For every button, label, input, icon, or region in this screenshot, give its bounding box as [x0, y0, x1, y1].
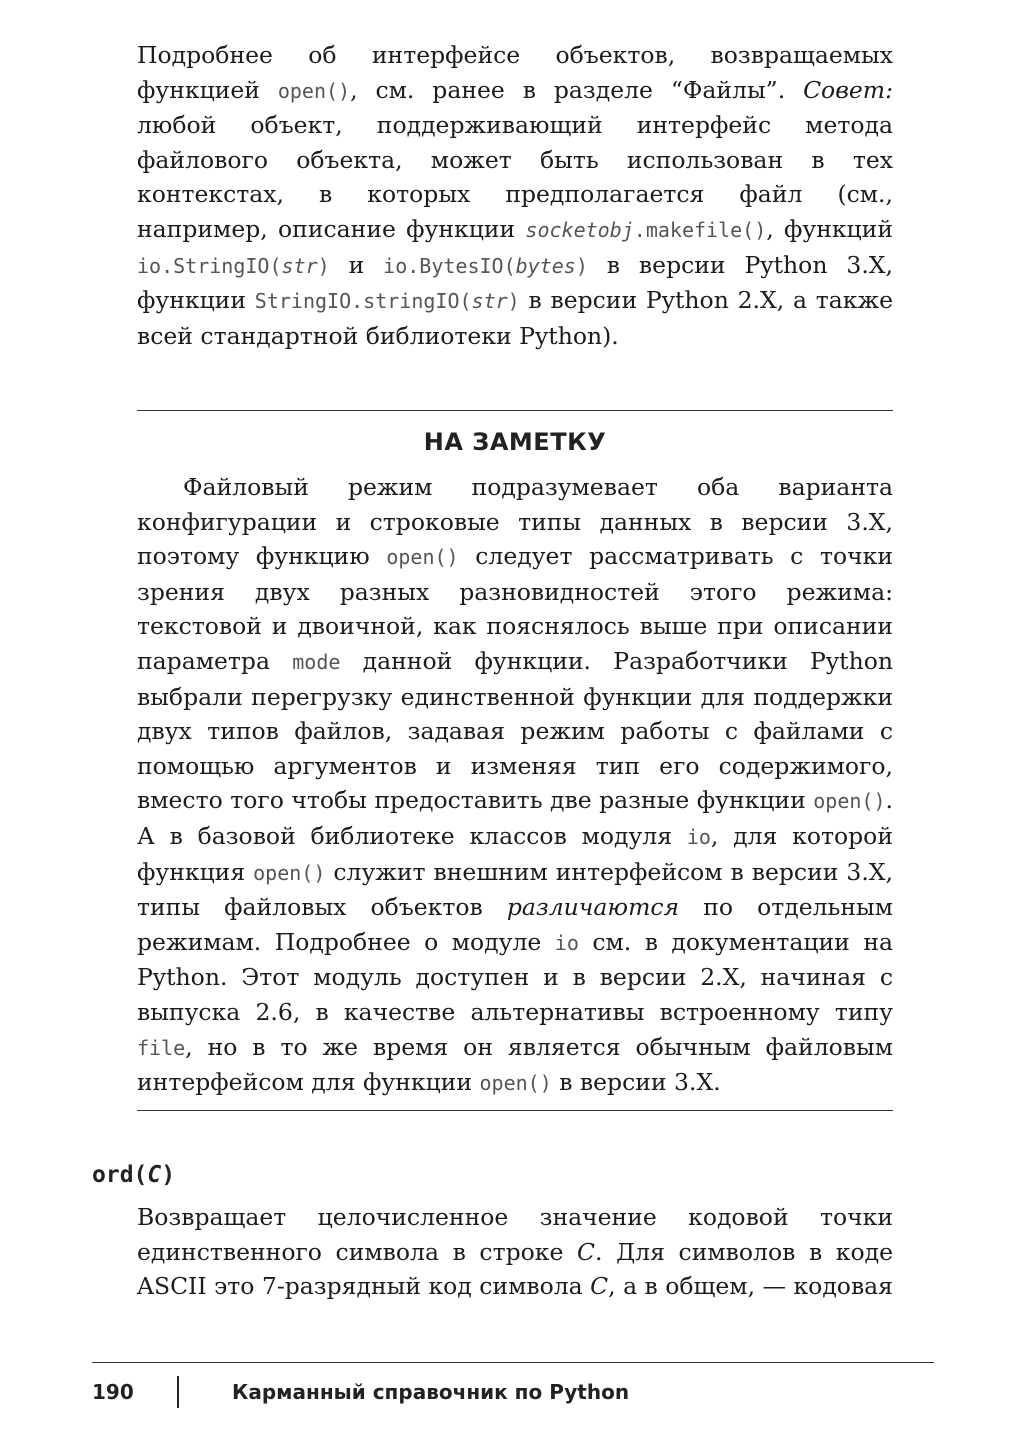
code-paren: ) [317, 253, 330, 278]
text: , см. ранее в разделе “Файлы”. [350, 75, 804, 104]
code-arg-str: str [281, 253, 318, 278]
text: любой объект, поддерживающий интерфейс метода файлового объекта, может быть использован в тех контекстах, в которых предполагается файл (см., например, описание функции [137, 111, 893, 243]
code-io: io [686, 824, 711, 849]
code-stringio: io.StringIO( [137, 253, 282, 278]
code-socketobj: socketobj [525, 217, 634, 242]
code-open: open() [813, 789, 886, 814]
code-arg-bytes: bytes [515, 253, 576, 278]
function-name: ord( [92, 1162, 148, 1188]
code-file: file [137, 1035, 186, 1060]
text: , функций [766, 214, 893, 243]
function-paren: ) [161, 1162, 176, 1188]
text: Подробнее об интерфейсе объектов, возвращаемых функцией [137, 41, 893, 104]
book-title: Карманный справочник по Python [232, 1380, 630, 1404]
text: Возвращает целочисленное значение кодовой точки единственного символа в строке [137, 1203, 893, 1266]
text: в версии 3.X. [551, 1068, 721, 1097]
code-mode: mode [292, 649, 341, 674]
text: следует рассматривать с точки зрения двух разных разновидностей этого режима: текстовой и двоичной, как пояснялось выше при описании параметра [137, 542, 893, 675]
code-paren: ) [575, 253, 588, 278]
text: , а в общем, — кодовая [608, 1272, 894, 1301]
page-number: 190 [92, 1380, 134, 1404]
code-stringio-2x: StringIO.stringIO( [254, 289, 472, 314]
note-bottom-rule [137, 1110, 893, 1111]
text: в версии Python 3.X, функции [137, 250, 893, 315]
code-io: io [554, 930, 579, 955]
entry-paragraph [137, 1200, 893, 1304]
code-arg-str: str [471, 289, 508, 314]
text: , но в то же время он является обычным файловым интерфейсом для функции [137, 1032, 893, 1097]
text: . Для символов в коде ASCII это 7-разрядный код символа [137, 1237, 893, 1301]
text: и [329, 250, 384, 279]
code-bytesio: io.BytesIO( [383, 253, 516, 278]
code-open: open() [277, 78, 351, 103]
text: Файловый режим подразумевает оба варианта конфигурации и строковые типы данных в версии 3.X, поэтому функцию [137, 473, 893, 571]
text: , для которой функция [137, 821, 893, 886]
note-top-rule [137, 410, 893, 411]
code-paren: ) [507, 289, 520, 314]
arg-ref: C [590, 1272, 609, 1301]
text: см. в документации на Python. Этот модуль доступен и в версии 2.X, начиная с выпуска 2.6, в качестве альтернативы встроенному типу [137, 927, 893, 1026]
code-open: open() [479, 1071, 552, 1096]
text: по отдельным режимам. Подробнее о модуле [137, 893, 893, 956]
footer-rule [92, 1362, 934, 1363]
footer-separator [177, 1376, 179, 1408]
tip-label: Совет: [803, 75, 893, 104]
text: . А в базовой библиотеке классов модуля [137, 786, 893, 850]
arg-ref: C [577, 1237, 595, 1266]
text: служит внешним интерфейсом в версии 3.X, типы файловых объектов [137, 857, 893, 922]
text: данной функции. Разработчики Python выбрали перегрузку единственной функции для поддержки двух типов файлов, задавая режим работы с файлами с помощью аргументов и изменяя тип его содержимого, вместо того чтобы предоставить две разные функции [137, 646, 893, 815]
entry-title [92, 1162, 175, 1188]
function-arg: C [147, 1162, 162, 1188]
text: в версии Python 2.X, а также всей стандартной библиотеки Python). [137, 286, 893, 350]
note-title: НА ЗАМЕТКУ [423, 428, 607, 456]
note-paragraph [137, 470, 893, 1101]
intro-paragraph [137, 38, 893, 353]
code-makefile: .makefile() [633, 217, 767, 242]
emphasis: различаются [506, 893, 680, 922]
code-open: open() [386, 545, 459, 570]
code-open: open() [253, 860, 326, 885]
